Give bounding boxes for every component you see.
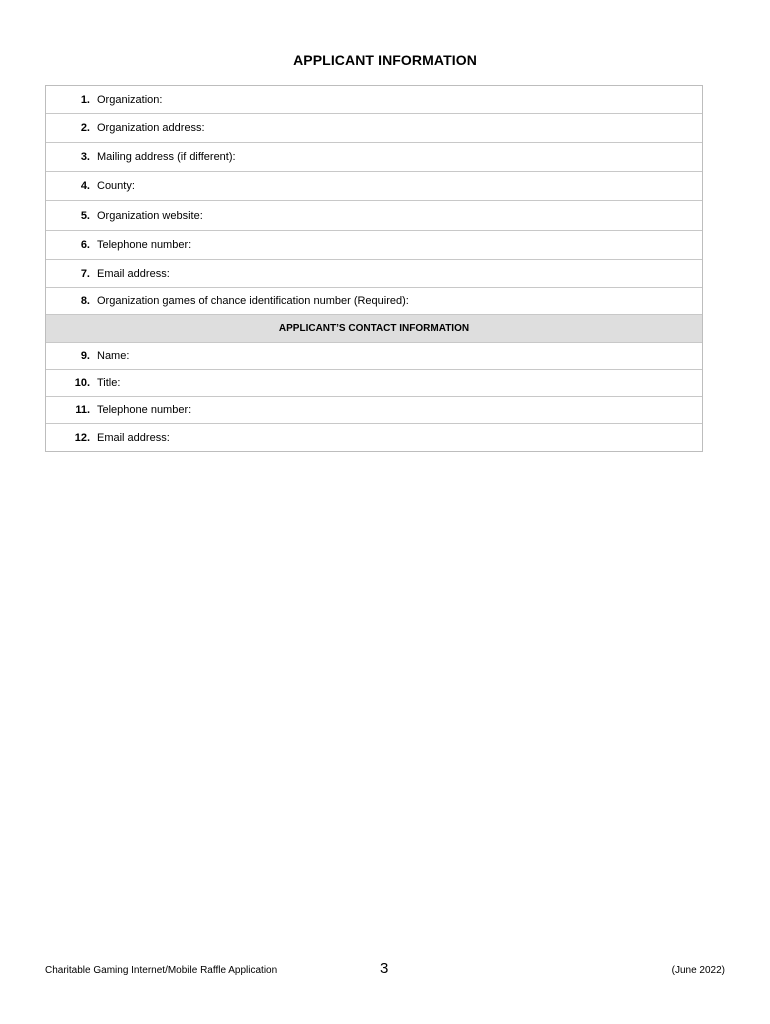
field-number: 7. bbox=[80, 267, 90, 280]
footer-page-number: 3 bbox=[380, 960, 389, 977]
field-number: 1. bbox=[80, 93, 90, 106]
field-row-county[interactable] bbox=[46, 172, 702, 201]
field-label-contact-email[interactable]: Email address: bbox=[97, 431, 170, 444]
section-header-contact bbox=[46, 315, 702, 343]
field-number: 12. bbox=[74, 431, 90, 444]
field-number: 8. bbox=[80, 295, 90, 307]
field-row-mailing-address[interactable] bbox=[46, 143, 702, 172]
field-row-contact-telephone[interactable] bbox=[46, 397, 702, 424]
field-label-contact-telephone[interactable]: Telephone number: bbox=[97, 404, 192, 416]
field-label-organization[interactable]: Organization: bbox=[97, 93, 163, 106]
field-row-contact-email[interactable] bbox=[46, 424, 702, 451]
field-label-email[interactable]: Email address: bbox=[97, 267, 170, 280]
field-row-organization-address[interactable] bbox=[46, 114, 702, 143]
field-row-games-of-chance-id[interactable] bbox=[46, 288, 702, 315]
field-label-organization-address[interactable]: Organization address: bbox=[97, 122, 205, 134]
footer-document-title: Charitable Gaming Internet/Mobile Raffle Application bbox=[45, 965, 278, 976]
field-label-county[interactable]: County: bbox=[97, 180, 135, 192]
field-number: 5. bbox=[80, 209, 90, 222]
field-number: 3. bbox=[80, 151, 90, 163]
page-footer bbox=[45, 962, 725, 982]
field-label-contact-name[interactable]: Name: bbox=[97, 350, 130, 362]
field-label-games-of-chance-id[interactable]: Organization games of chance identification number (Required): bbox=[97, 295, 409, 307]
field-label-telephone[interactable]: Telephone number: bbox=[97, 239, 192, 251]
field-label-contact-title[interactable]: Title: bbox=[97, 377, 121, 389]
field-row-contact-title[interactable] bbox=[46, 370, 702, 397]
field-row-contact-name[interactable] bbox=[46, 343, 702, 370]
field-number: 9. bbox=[80, 350, 90, 362]
section-header-label: APPLICANT’S CONTACT INFORMATION bbox=[278, 323, 470, 334]
field-number: 10. bbox=[74, 377, 90, 389]
field-row-telephone[interactable] bbox=[46, 231, 702, 260]
field-number: 2. bbox=[80, 122, 90, 134]
field-number: 6. bbox=[80, 239, 90, 251]
field-label-mailing-address[interactable]: Mailing address (if different): bbox=[97, 151, 236, 163]
field-number: 11. bbox=[75, 404, 90, 416]
page-title: APPLICANT INFORMATION bbox=[293, 52, 477, 68]
field-label-organization-website[interactable]: Organization website: bbox=[97, 209, 203, 222]
field-row-organization[interactable] bbox=[46, 86, 702, 114]
field-row-email[interactable] bbox=[46, 260, 702, 288]
footer-date: (June 2022) bbox=[671, 965, 725, 976]
applicant-form-table bbox=[45, 85, 703, 452]
field-number: 4. bbox=[80, 180, 90, 192]
field-row-organization-website[interactable] bbox=[46, 201, 702, 231]
